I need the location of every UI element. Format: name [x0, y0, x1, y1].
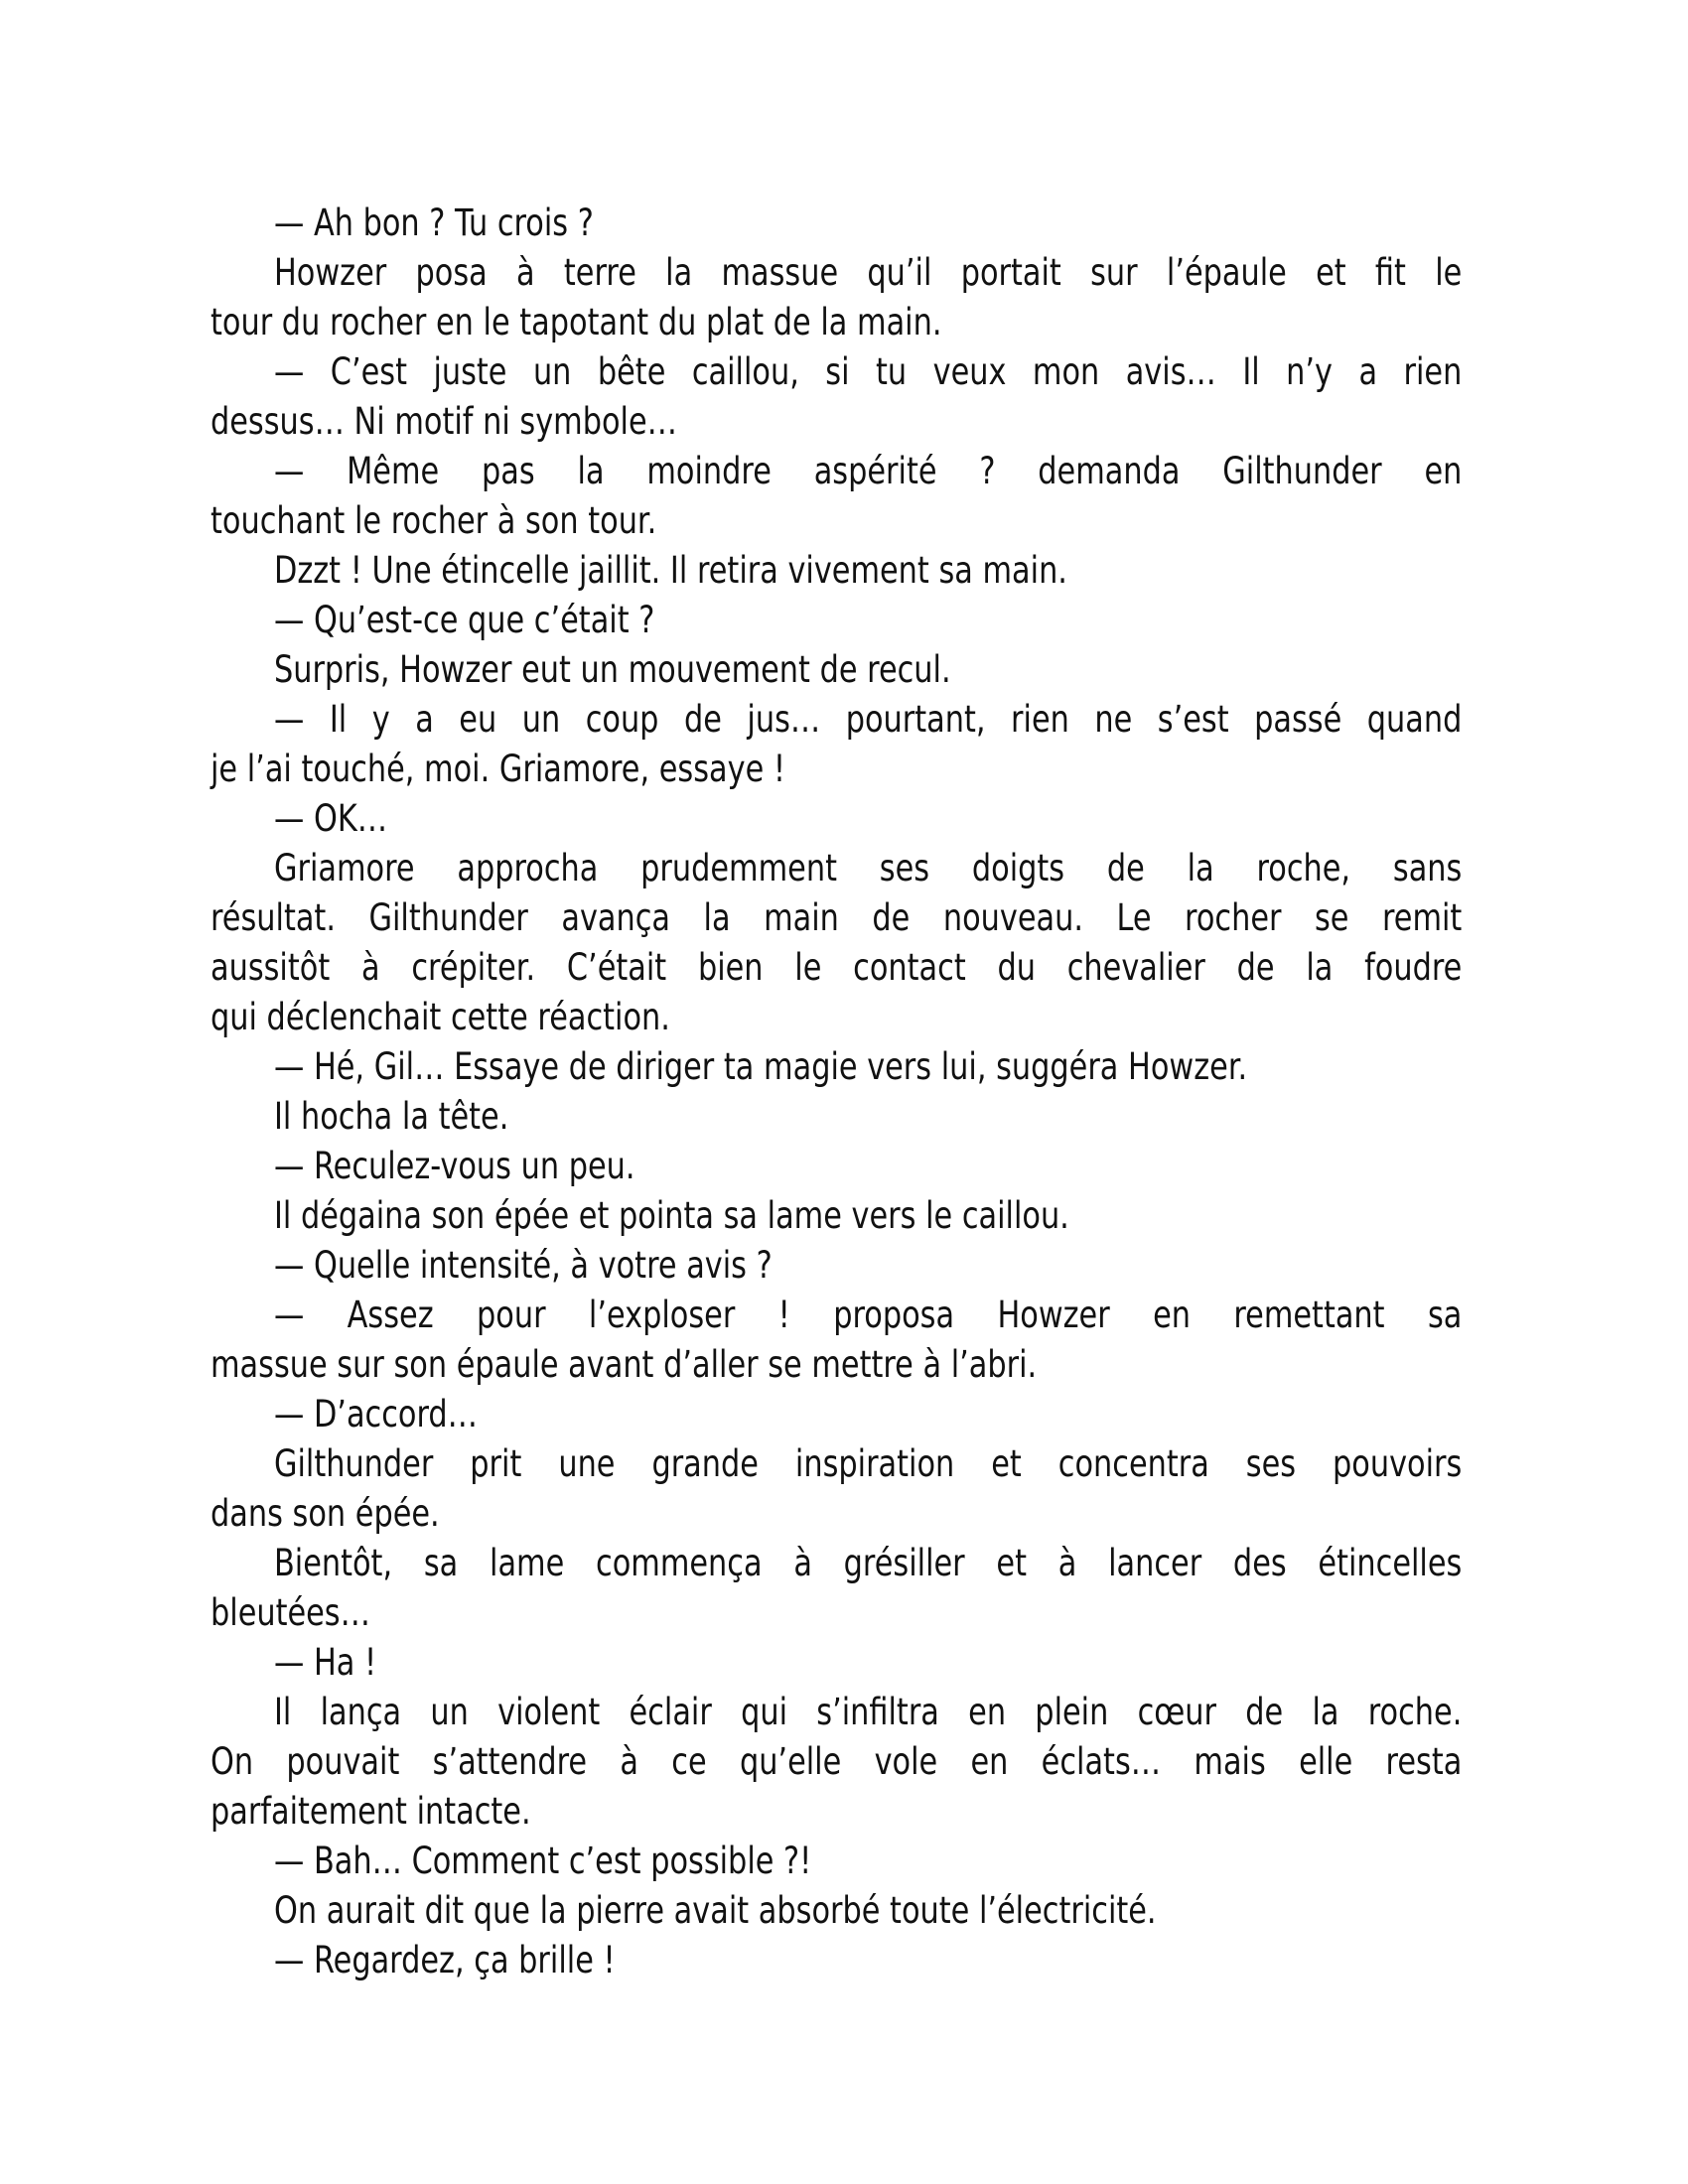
- paragraph: [211, 1638, 1462, 1688]
- text-line: — OK…: [273, 797, 388, 840]
- paragraph: [211, 1191, 1462, 1241]
- text-line: — Ah bon ? Tu crois ?: [273, 202, 594, 244]
- paragraph: [211, 645, 1462, 695]
- text-line: — Il y a eu un coup de jus… pourtant, rien ne s’est passé quand: [273, 698, 1463, 741]
- text-line: — D’accord…: [273, 1393, 479, 1435]
- paragraph: [211, 546, 1462, 596]
- text-line: Griamore approcha prudemment ses doigts de la roche, sans: [273, 847, 1463, 889]
- paragraph: [211, 347, 1462, 447]
- text-line: dessus… Ni motif ni symbole…: [211, 400, 677, 443]
- text-line: — Bah… Comment c’est possible ?!: [273, 1840, 812, 1882]
- text-line: On aurait dit que la pierre avait absorbé toute l’électricité.: [273, 1889, 1157, 1932]
- paragraph: [211, 1142, 1462, 1191]
- text-line: — Reculez-vous un peu.: [273, 1145, 635, 1187]
- paragraph: [211, 1688, 1462, 1837]
- paragraph: [211, 1291, 1462, 1390]
- text-line: — Même pas la moindre aspérité ? demanda Gilthunder en: [273, 450, 1463, 492]
- text-line: — Quelle intensité, à votre avis ?: [273, 1244, 773, 1287]
- paragraph: [211, 695, 1462, 794]
- text-line: — Ha !: [273, 1641, 377, 1684]
- paragraph: [211, 199, 1462, 248]
- text-line: Gilthunder prit une grande inspiration et concentra ses pouvoirs: [273, 1442, 1463, 1485]
- paragraph: [211, 447, 1462, 546]
- paragraph: [211, 1837, 1462, 1886]
- text-line: On pouvait s’attendre à ce qu’elle vole en éclats… mais elle resta: [211, 1740, 1463, 1783]
- text-line: dans son épée.: [211, 1492, 440, 1535]
- text-line: — Assez pour l’exploser ! proposa Howzer en remettant sa: [273, 1294, 1463, 1336]
- text-line: Il hocha la tête.: [273, 1095, 509, 1138]
- text-line: — Qu’est-ce que c’était ?: [273, 599, 655, 641]
- text-line: — Regardez, ça brille !: [273, 1939, 616, 1981]
- text-line: — C’est juste un bête caillou, si tu veux mon avis… Il n’y a rien: [273, 350, 1463, 393]
- text-line: je l’ai touché, moi. Griamore, essaye !: [211, 748, 786, 790]
- paragraph: [211, 1042, 1462, 1092]
- text-line: qui déclenchait cette réaction.: [211, 996, 670, 1038]
- text-line: résultat. Gilthunder avança la main de nouveau. Le rocher se remit: [211, 896, 1463, 939]
- text-line: bleutées…: [211, 1591, 370, 1634]
- paragraph: [211, 1539, 1462, 1638]
- paragraph: [211, 1390, 1462, 1439]
- paragraph: [211, 1092, 1462, 1142]
- paragraph: [211, 1886, 1462, 1936]
- text-line: tour du rocher en le tapotant du plat de la main.: [211, 301, 942, 343]
- paragraph: [211, 1241, 1462, 1291]
- text-line: — Hé, Gil… Essaye de diriger ta magie vers lui, suggéra Howzer.: [273, 1045, 1248, 1088]
- text-line: Il dégaina son épée et pointa sa lame vers le caillou.: [273, 1194, 1069, 1237]
- paragraph: [211, 794, 1462, 844]
- paragraph: [211, 248, 1462, 347]
- paragraph: [211, 596, 1462, 645]
- text-line: Howzer posa à terre la massue qu’il portait sur l’épaule et fit le: [273, 251, 1463, 294]
- text-line: parfaitement intacte.: [211, 1790, 531, 1833]
- paragraph: [211, 1936, 1462, 1985]
- paragraph: [211, 1439, 1462, 1539]
- text-line: Dzzt ! Une étincelle jaillit. Il retira vivement sa main.: [273, 549, 1067, 592]
- paragraph: [211, 844, 1462, 1042]
- text-line: Il lança un violent éclair qui s’infiltra en plein cœur de la roche.: [273, 1691, 1463, 1733]
- text-line: massue sur son épaule avant d’aller se mettre à l’abri.: [211, 1343, 1038, 1386]
- text-line: Surpris, Howzer eut un mouvement de recul.: [273, 648, 951, 691]
- body-text: [211, 199, 1462, 1985]
- text-line: touchant le rocher à son tour.: [211, 499, 657, 542]
- text-line: Bientôt, sa lame commença à grésiller et à lancer des étincelles: [273, 1542, 1463, 1584]
- text-line: aussitôt à crépiter. C’était bien le contact du chevalier de la foudre: [211, 946, 1463, 989]
